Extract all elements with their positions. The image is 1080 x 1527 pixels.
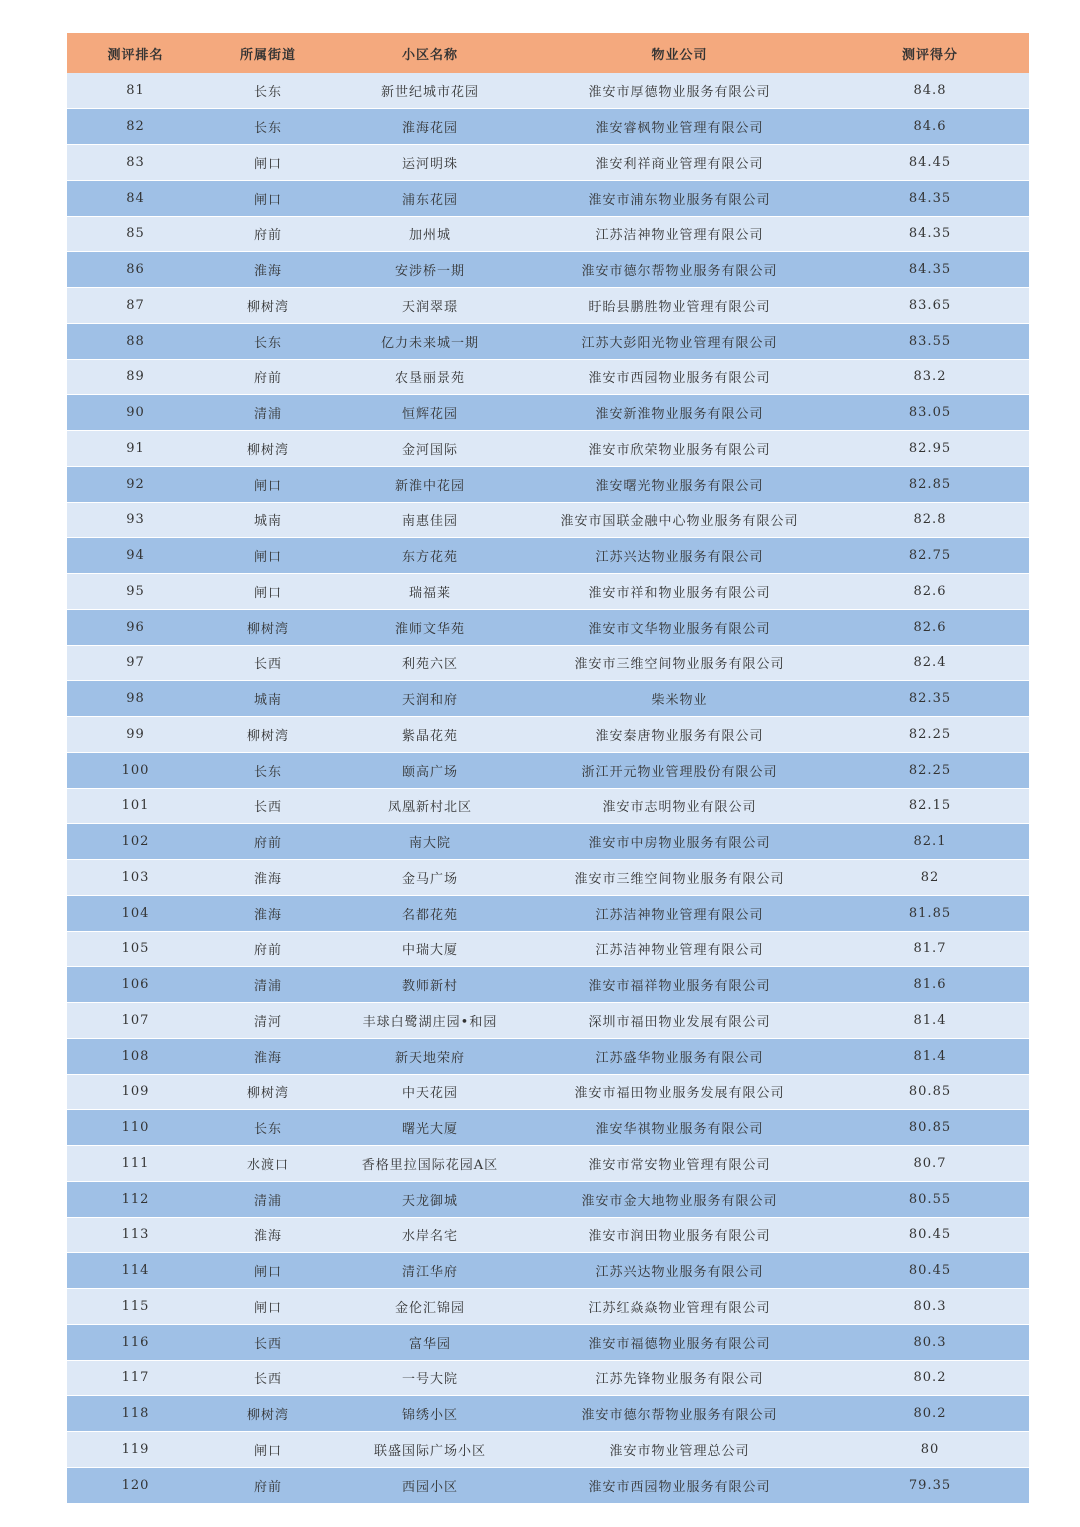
table-row [67, 860, 1029, 896]
table-body [67, 73, 1029, 1503]
table-row [67, 252, 1029, 288]
cell-street: 闸口 [204, 538, 332, 574]
cell-property-company: 淮安市西园物业服务有限公司 [528, 359, 831, 395]
cell-community: 新淮中花园 [332, 466, 528, 502]
cell-property-company: 淮安市中房物业服务有限公司 [528, 824, 831, 860]
cell-score: 83.2 [831, 359, 1029, 395]
cell-street: 淮海 [204, 895, 332, 931]
table-row [67, 1289, 1029, 1325]
cell-score: 80.85 [831, 1074, 1029, 1110]
header-community: 小区名称 [401, 47, 458, 63]
cell-rank: 98 [67, 681, 204, 717]
table-row [67, 574, 1029, 610]
cell-street: 淮海 [204, 1217, 332, 1253]
cell-score: 82 [831, 860, 1029, 896]
cell-community: 浦东花园 [332, 180, 528, 216]
cell-score: 80.85 [831, 1110, 1029, 1146]
cell-property-company: 淮安市文华物业服务有限公司 [528, 609, 831, 645]
table-row [67, 502, 1029, 538]
cell-community: 运河明珠 [332, 145, 528, 181]
cell-rank: 112 [67, 1181, 204, 1217]
cell-score: 81.6 [831, 967, 1029, 1003]
cell-street: 长西 [204, 1324, 332, 1360]
cell-score: 82.6 [831, 609, 1029, 645]
table-row [67, 1110, 1029, 1146]
cell-property-company: 淮安利祥商业管理有限公司 [528, 145, 831, 181]
cell-rank: 90 [67, 395, 204, 431]
cell-rank: 102 [67, 824, 204, 860]
cell-score: 84.35 [831, 252, 1029, 288]
cell-community: 新天地荣府 [332, 1038, 528, 1074]
cell-community: 新世纪城市花园 [332, 73, 528, 109]
ranking-table-container [67, 33, 1029, 1504]
cell-community: 名都花苑 [332, 895, 528, 931]
cell-property-company: 淮安市志明物业有限公司 [528, 788, 831, 824]
cell-score: 83.55 [831, 323, 1029, 359]
cell-rank: 87 [67, 288, 204, 324]
ranking-table [67, 33, 1029, 1504]
cell-property-company: 淮安新淮物业服务有限公司 [528, 395, 831, 431]
cell-property-company: 淮安市祥和物业服务有限公司 [528, 574, 831, 610]
cell-rank: 115 [67, 1289, 204, 1325]
header-rank: 测评排名 [107, 47, 164, 63]
cell-street: 柳树湾 [204, 288, 332, 324]
cell-rank: 96 [67, 609, 204, 645]
cell-rank: 107 [67, 1003, 204, 1039]
cell-score: 80.3 [831, 1289, 1029, 1325]
cell-community: 农垦丽景苑 [332, 359, 528, 395]
cell-score: 80.45 [831, 1217, 1029, 1253]
cell-score: 84.45 [831, 145, 1029, 181]
cell-property-company: 江苏兴达物业服务有限公司 [528, 538, 831, 574]
cell-rank: 117 [67, 1360, 204, 1396]
cell-street: 长东 [204, 752, 332, 788]
table-row [67, 1467, 1029, 1503]
cell-score: 83.65 [831, 288, 1029, 324]
cell-rank: 100 [67, 752, 204, 788]
cell-property-company: 淮安市三维空间物业服务有限公司 [528, 645, 831, 681]
table-row [67, 717, 1029, 753]
table-row [67, 359, 1029, 395]
cell-community: 南大院 [332, 824, 528, 860]
table-row [67, 1181, 1029, 1217]
cell-community: 安涉桥一期 [332, 252, 528, 288]
cell-property-company: 淮安市润田物业服务有限公司 [528, 1217, 831, 1253]
cell-rank: 101 [67, 788, 204, 824]
cell-rank: 118 [67, 1396, 204, 1432]
cell-community: 清江华府 [332, 1253, 528, 1289]
cell-street: 长东 [204, 1110, 332, 1146]
cell-property-company: 淮安市福德物业服务有限公司 [528, 1324, 831, 1360]
cell-community: 加州城 [332, 216, 528, 252]
cell-property-company: 江苏先锋物业服务有限公司 [528, 1360, 831, 1396]
cell-score: 84.8 [831, 73, 1029, 109]
cell-rank: 85 [67, 216, 204, 252]
cell-rank: 111 [67, 1146, 204, 1182]
cell-street: 长西 [204, 1360, 332, 1396]
cell-community: 西园小区 [332, 1467, 528, 1503]
cell-rank: 116 [67, 1324, 204, 1360]
cell-property-company: 淮安市欣荣物业服务有限公司 [528, 431, 831, 467]
cell-rank: 99 [67, 717, 204, 753]
cell-community: 恒辉花园 [332, 395, 528, 431]
cell-property-company: 江苏洁神物业管理有限公司 [528, 895, 831, 931]
table-row [67, 681, 1029, 717]
cell-rank: 105 [67, 931, 204, 967]
cell-community: 锦绣小区 [332, 1396, 528, 1432]
cell-rank: 81 [67, 73, 204, 109]
cell-property-company: 淮安市国联金融中心物业服务有限公司 [528, 502, 831, 538]
cell-score: 81.85 [831, 895, 1029, 931]
cell-community: 天润翠璟 [332, 288, 528, 324]
cell-rank: 92 [67, 466, 204, 502]
cell-property-company: 淮安华祺物业服务有限公司 [528, 1110, 831, 1146]
cell-score: 82.25 [831, 717, 1029, 753]
cell-property-company: 淮安睿枫物业管理有限公司 [528, 109, 831, 145]
table-row [67, 1146, 1029, 1182]
cell-community: 淮师文华苑 [332, 609, 528, 645]
cell-street: 府前 [204, 931, 332, 967]
cell-community: 金马广场 [332, 860, 528, 896]
cell-rank: 88 [67, 323, 204, 359]
table-row [67, 824, 1029, 860]
cell-community: 天龙御城 [332, 1181, 528, 1217]
cell-street: 闸口 [204, 1253, 332, 1289]
table-row [67, 1360, 1029, 1396]
cell-community: 东方花苑 [332, 538, 528, 574]
cell-property-company: 淮安市常安物业管理有限公司 [528, 1146, 831, 1182]
table-row [67, 216, 1029, 252]
cell-rank: 108 [67, 1038, 204, 1074]
cell-rank: 104 [67, 895, 204, 931]
table-row [67, 931, 1029, 967]
cell-property-company: 淮安市福祥物业服务有限公司 [528, 967, 831, 1003]
cell-score: 80.2 [831, 1360, 1029, 1396]
cell-community: 联盛国际广场小区 [332, 1432, 528, 1468]
cell-community: 中天花园 [332, 1074, 528, 1110]
cell-property-company: 江苏洁神物业管理有限公司 [528, 216, 831, 252]
cell-score: 84.35 [831, 180, 1029, 216]
cell-community: 一号大院 [332, 1360, 528, 1396]
cell-property-company: 淮安秦唐物业服务有限公司 [528, 717, 831, 753]
table-row [67, 180, 1029, 216]
table-row [67, 73, 1029, 109]
cell-street: 城南 [204, 681, 332, 717]
cell-property-company: 淮安曙光物业服务有限公司 [528, 466, 831, 502]
cell-street: 清河 [204, 1003, 332, 1039]
cell-street: 闸口 [204, 180, 332, 216]
cell-street: 闸口 [204, 1289, 332, 1325]
table-row [67, 288, 1029, 324]
cell-score: 82.95 [831, 431, 1029, 467]
cell-street: 府前 [204, 216, 332, 252]
table-row [67, 1074, 1029, 1110]
cell-property-company: 江苏兴达物业服务有限公司 [528, 1253, 831, 1289]
cell-community: 瑞福莱 [332, 574, 528, 610]
cell-property-company: 浙江开元物业管理股份有限公司 [528, 752, 831, 788]
cell-community: 金伦汇锦园 [332, 1289, 528, 1325]
cell-community: 亿力未来城一期 [332, 323, 528, 359]
cell-community: 天润和府 [332, 681, 528, 717]
cell-property-company: 淮安市厚德物业服务有限公司 [528, 73, 831, 109]
cell-score: 80.3 [831, 1324, 1029, 1360]
table-row [67, 895, 1029, 931]
cell-property-company: 江苏洁神物业管理有限公司 [528, 931, 831, 967]
cell-score: 81.4 [831, 1038, 1029, 1074]
cell-community: 丰球白鹭湖庄园•和园 [332, 1003, 528, 1039]
cell-street: 闸口 [204, 574, 332, 610]
cell-property-company: 深圳市福田物业发展有限公司 [528, 1003, 831, 1039]
cell-street: 柳树湾 [204, 1396, 332, 1432]
cell-score: 82.4 [831, 645, 1029, 681]
cell-street: 闸口 [204, 145, 332, 181]
cell-rank: 91 [67, 431, 204, 467]
cell-rank: 93 [67, 502, 204, 538]
table-row [67, 752, 1029, 788]
cell-rank: 89 [67, 359, 204, 395]
table-row [67, 645, 1029, 681]
cell-street: 淮海 [204, 860, 332, 896]
table-row [67, 967, 1029, 1003]
cell-street: 水渡口 [204, 1146, 332, 1182]
cell-rank: 95 [67, 574, 204, 610]
table-row [67, 323, 1029, 359]
cell-rank: 120 [67, 1467, 204, 1503]
table-row [67, 109, 1029, 145]
cell-street: 淮海 [204, 1038, 332, 1074]
cell-rank: 106 [67, 967, 204, 1003]
cell-score: 80.2 [831, 1396, 1029, 1432]
table-row [67, 395, 1029, 431]
table-row [67, 1038, 1029, 1074]
cell-score: 79.35 [831, 1467, 1029, 1503]
cell-street: 城南 [204, 502, 332, 538]
table-row [67, 1003, 1029, 1039]
cell-property-company: 淮安市物业管理总公司 [528, 1432, 831, 1468]
cell-street: 长西 [204, 788, 332, 824]
table-row [67, 609, 1029, 645]
header-score: 测评得分 [901, 47, 958, 63]
cell-score: 80.7 [831, 1146, 1029, 1182]
cell-rank: 83 [67, 145, 204, 181]
cell-rank: 119 [67, 1432, 204, 1468]
cell-street: 柳树湾 [204, 717, 332, 753]
cell-community: 水岸名宅 [332, 1217, 528, 1253]
cell-community: 中瑞大厦 [332, 931, 528, 967]
table-row [67, 788, 1029, 824]
cell-rank: 86 [67, 252, 204, 288]
cell-property-company: 淮安市金大地物业服务有限公司 [528, 1181, 831, 1217]
cell-street: 闸口 [204, 466, 332, 502]
table-row [67, 1253, 1029, 1289]
cell-score: 82.1 [831, 824, 1029, 860]
cell-street: 长西 [204, 645, 332, 681]
table-row [67, 1396, 1029, 1432]
table-row [67, 1217, 1029, 1253]
cell-street: 柳树湾 [204, 1074, 332, 1110]
cell-rank: 110 [67, 1110, 204, 1146]
cell-rank: 113 [67, 1217, 204, 1253]
cell-property-company: 江苏红焱焱物业管理有限公司 [528, 1289, 831, 1325]
cell-street: 府前 [204, 359, 332, 395]
cell-score: 82.75 [831, 538, 1029, 574]
cell-score: 81.4 [831, 1003, 1029, 1039]
cell-street: 柳树湾 [204, 609, 332, 645]
cell-rank: 114 [67, 1253, 204, 1289]
cell-street: 闸口 [204, 1432, 332, 1468]
table-header [67, 33, 1029, 73]
cell-score: 82.15 [831, 788, 1029, 824]
cell-property-company: 柴米物业 [528, 681, 831, 717]
table-row [67, 431, 1029, 467]
cell-score: 84.35 [831, 216, 1029, 252]
cell-rank: 82 [67, 109, 204, 145]
table-row [67, 538, 1029, 574]
cell-community: 淮海花园 [332, 109, 528, 145]
cell-property-company: 淮安市德尔帮物业服务有限公司 [528, 252, 831, 288]
cell-street: 淮海 [204, 252, 332, 288]
cell-community: 曙光大厦 [332, 1110, 528, 1146]
cell-score: 82.25 [831, 752, 1029, 788]
cell-community: 凤凰新村北区 [332, 788, 528, 824]
cell-property-company: 淮安市西园物业服务有限公司 [528, 1467, 831, 1503]
cell-community: 香格里拉国际花园A区 [332, 1146, 528, 1182]
cell-community: 金河国际 [332, 431, 528, 467]
cell-property-company: 淮安市浦东物业服务有限公司 [528, 180, 831, 216]
cell-property-company: 淮安市德尔帮物业服务有限公司 [528, 1396, 831, 1432]
cell-street: 柳树湾 [204, 431, 332, 467]
cell-rank: 103 [67, 860, 204, 896]
cell-score: 83.05 [831, 395, 1029, 431]
cell-community: 富华园 [332, 1324, 528, 1360]
cell-street: 清浦 [204, 395, 332, 431]
table-row [67, 145, 1029, 181]
cell-property-company: 盱眙县鹏胜物业管理有限公司 [528, 288, 831, 324]
cell-rank: 109 [67, 1074, 204, 1110]
cell-street: 清浦 [204, 1181, 332, 1217]
cell-property-company: 江苏大彭阳光物业管理有限公司 [528, 323, 831, 359]
cell-score: 80 [831, 1432, 1029, 1468]
cell-score: 81.7 [831, 931, 1029, 967]
cell-score: 80.55 [831, 1181, 1029, 1217]
cell-score: 80.45 [831, 1253, 1029, 1289]
cell-community: 利苑六区 [332, 645, 528, 681]
table-row [67, 1324, 1029, 1360]
cell-street: 府前 [204, 824, 332, 860]
cell-score: 82.8 [831, 502, 1029, 538]
cell-score: 82.85 [831, 466, 1029, 502]
cell-score: 82.6 [831, 574, 1029, 610]
cell-rank: 97 [67, 645, 204, 681]
cell-property-company: 淮安市福田物业服务发展有限公司 [528, 1074, 831, 1110]
cell-community: 颐高广场 [332, 752, 528, 788]
cell-street: 长东 [204, 109, 332, 145]
cell-community: 南惠佳园 [332, 502, 528, 538]
cell-property-company: 江苏盛华物业服务有限公司 [528, 1038, 831, 1074]
cell-score: 84.6 [831, 109, 1029, 145]
cell-street: 长东 [204, 323, 332, 359]
table-row [67, 1432, 1029, 1468]
cell-score: 82.35 [831, 681, 1029, 717]
header-row [67, 33, 1029, 73]
header-street: 所属街道 [239, 47, 296, 63]
header-property-company: 物业公司 [651, 47, 708, 63]
table-row [67, 466, 1029, 502]
cell-rank: 94 [67, 538, 204, 574]
cell-community: 紫晶花苑 [332, 717, 528, 753]
cell-property-company: 淮安市三维空间物业服务有限公司 [528, 860, 831, 896]
cell-rank: 84 [67, 180, 204, 216]
cell-street: 府前 [204, 1467, 332, 1503]
cell-street: 长东 [204, 73, 332, 109]
cell-street: 清浦 [204, 967, 332, 1003]
cell-community: 教师新村 [332, 967, 528, 1003]
